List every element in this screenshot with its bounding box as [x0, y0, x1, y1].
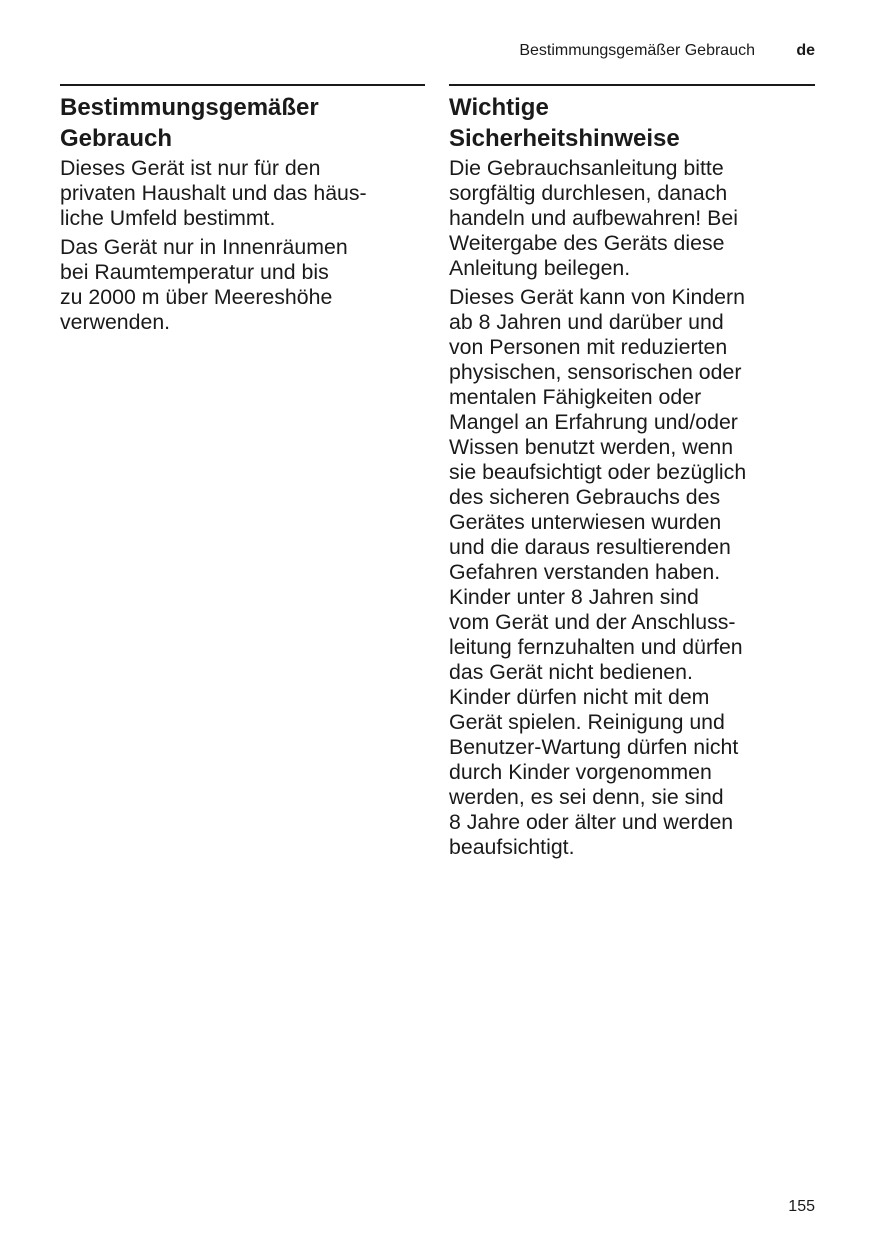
safety-instructions-paragraph-2: Dieses Gerät kann von Kindern ab 8 Jahren und darüber und von Personen mit reduzierten physischen, sensorischen oder mentalen Fähigkeiten oder Mangel an Erfahrung und/oder Wissen benutzt werden, wenn sie beaufsichtigt oder bezüglich des sicheren Gebrauchs des Gerätes unterwiesen wurden und die daraus resultierenden Gefahren verstanden haben. Kinder unter 8 Jahren sind vom Gerät und der Anschluss- leitung fernzuhalten und dürfen das Gerät nicht bedienen. Kinder dürfen nicht mit dem Gerät spielen. Reinigung und Benutzer-Wartung dürfen nicht durch Kinder vorgenommen werden, es sei denn, sie sind 8 Jahre oder älter und werden beaufsichtigt. — [449, 285, 747, 859]
page-number: 155 — [788, 1198, 815, 1215]
intended-use-heading: Bestimmungsgemäßer Gebrauch — [60, 94, 319, 152]
safety-instructions-paragraph-1: Die Gebrauchsanleitung bitte sorgfältig durchlesen, danach handeln und aufbewahren! Bei Weitergabe des Geräts diese Anleitung beilegen. — [449, 156, 738, 280]
safety-instructions-heading: Wichtige Sicherheitshinweise — [449, 94, 680, 152]
safety-instructions-section — [449, 84, 815, 864]
running-header — [60, 40, 815, 62]
intended-use-section — [60, 84, 425, 339]
intended-use-paragraph-1: Dieses Gerät ist nur für den privaten Haushalt und das häus- liche Umfeld bestimmt. — [60, 156, 367, 230]
running-header-section-title: Bestimmungsgemäßer Gebrauch — [519, 42, 755, 59]
language-code: de — [796, 42, 815, 59]
intended-use-paragraph-2: Das Gerät nur in Innenräumen bei Raumtemperatur und bis zu 2000 m über Meereshöhe verwenden. — [60, 235, 348, 334]
